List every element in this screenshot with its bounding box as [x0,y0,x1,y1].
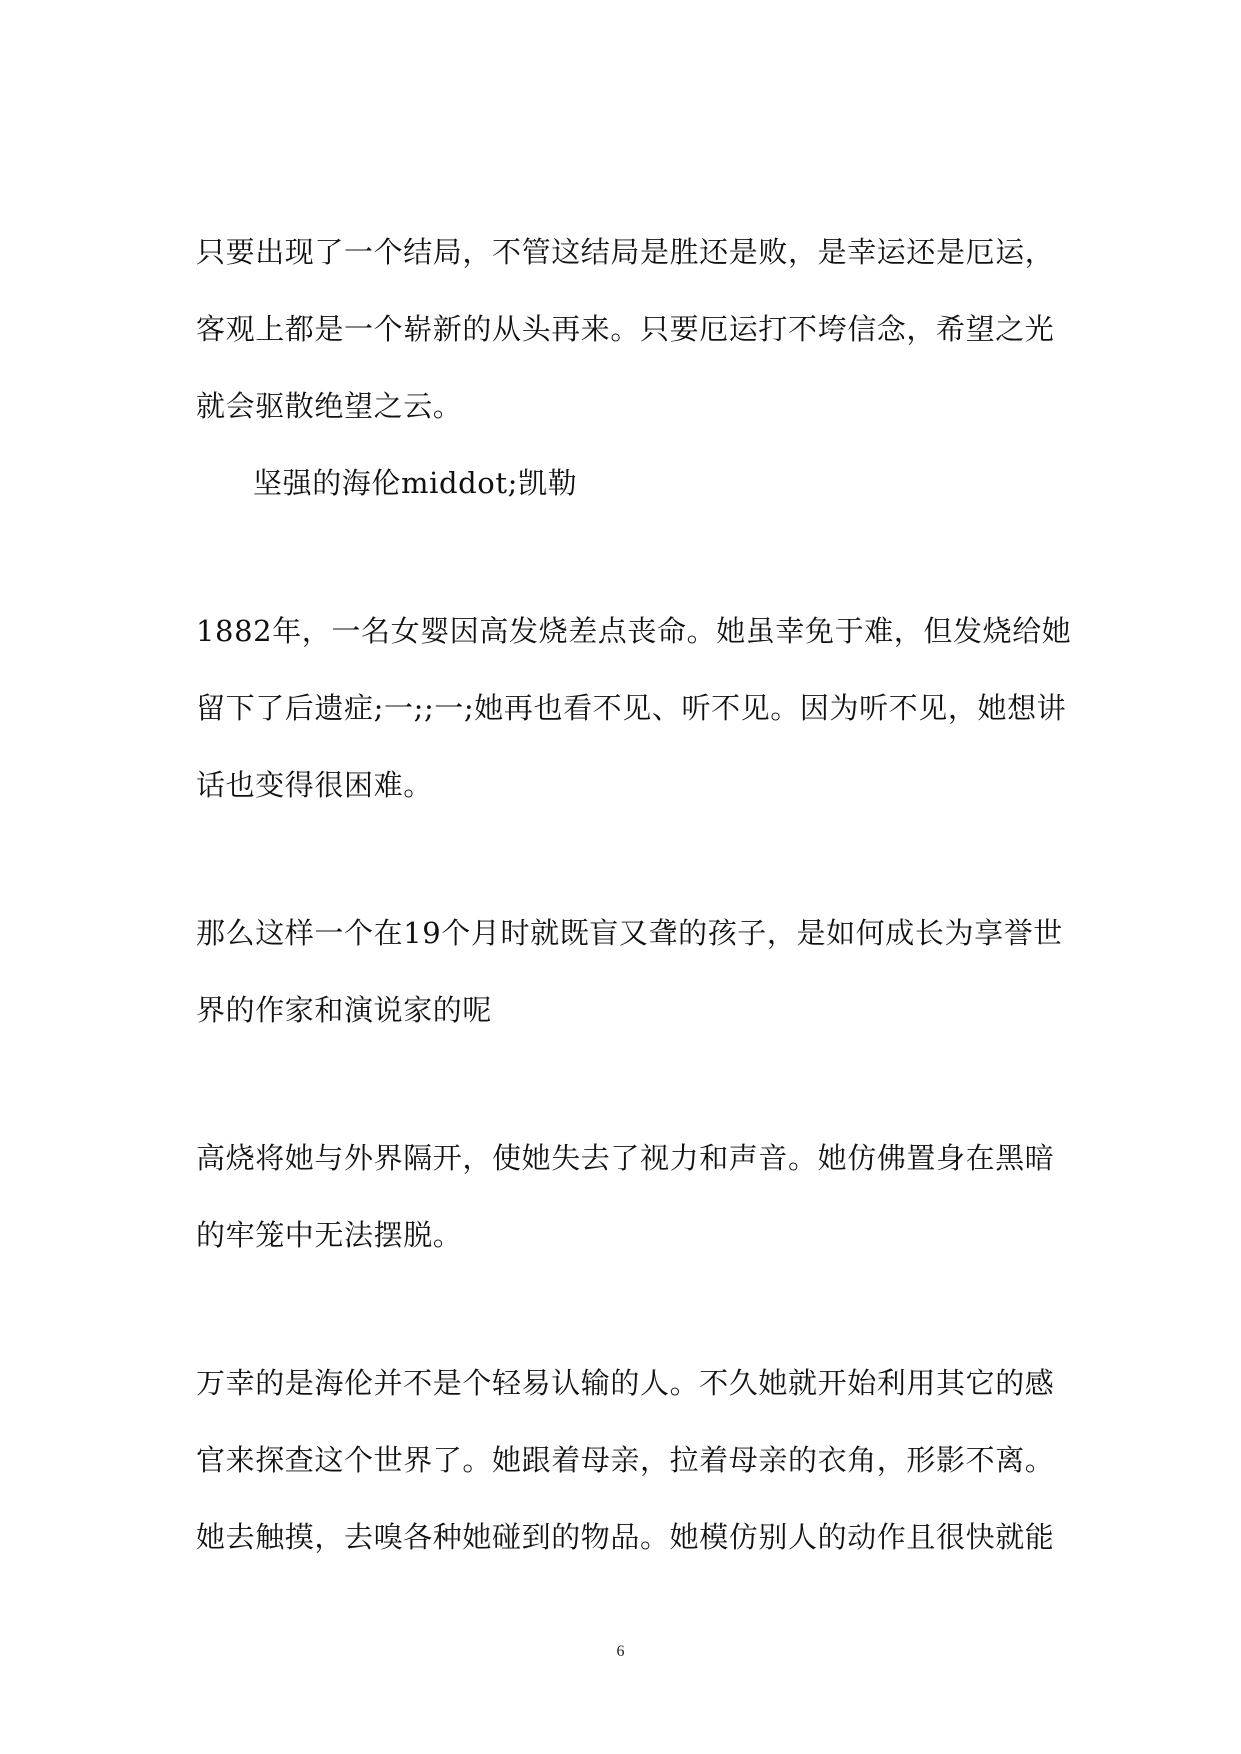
text-line: 界的作家和演说家的呢 [196,993,493,1027]
text-line: 官来探查这个世界了。她跟着母亲，拉着母亲的衣角，形影不离。 [196,1443,1055,1477]
text-line: 1882年，一名女婴因高发烧差点丧命。她虽幸免于难，但发烧给她 [196,614,1072,648]
text-line: 客观上都是一个崭新的从头再来。只要厄运打不垮信念，希望之光 [196,312,1055,346]
text-line: 高烧将她与外界隔开，使她失去了视力和声音。她仿佛置身在黑暗 [196,1141,1055,1175]
section-heading: 坚强的海伦middot;凯勒 [253,466,578,500]
text-line: 她去触摸，去嗅各种她碰到的物品。她模仿别人的动作且很快就能 [196,1520,1055,1554]
page-number: 6 [616,1643,625,1660]
text-line: 留下了后遗症;一;;一;她再也看不见、听不见。因为听不见，她想讲 [196,691,1067,725]
text-line: 万幸的是海伦并不是个轻易认输的人。不久她就开始利用其它的感 [196,1366,1055,1400]
text-line: 那么这样一个在19个月时就既盲又聋的孩子，是如何成长为享誉世 [196,916,1063,950]
text-line: 话也变得很困难。 [196,768,433,802]
text-line: 的牢笼中无法摆脱。 [196,1218,463,1252]
text-line: 就会驱散绝望之云。 [196,389,463,423]
text-line: 只要出现了一个结局，不管这结局是胜还是败，是幸运还是厄运， [196,235,1055,269]
